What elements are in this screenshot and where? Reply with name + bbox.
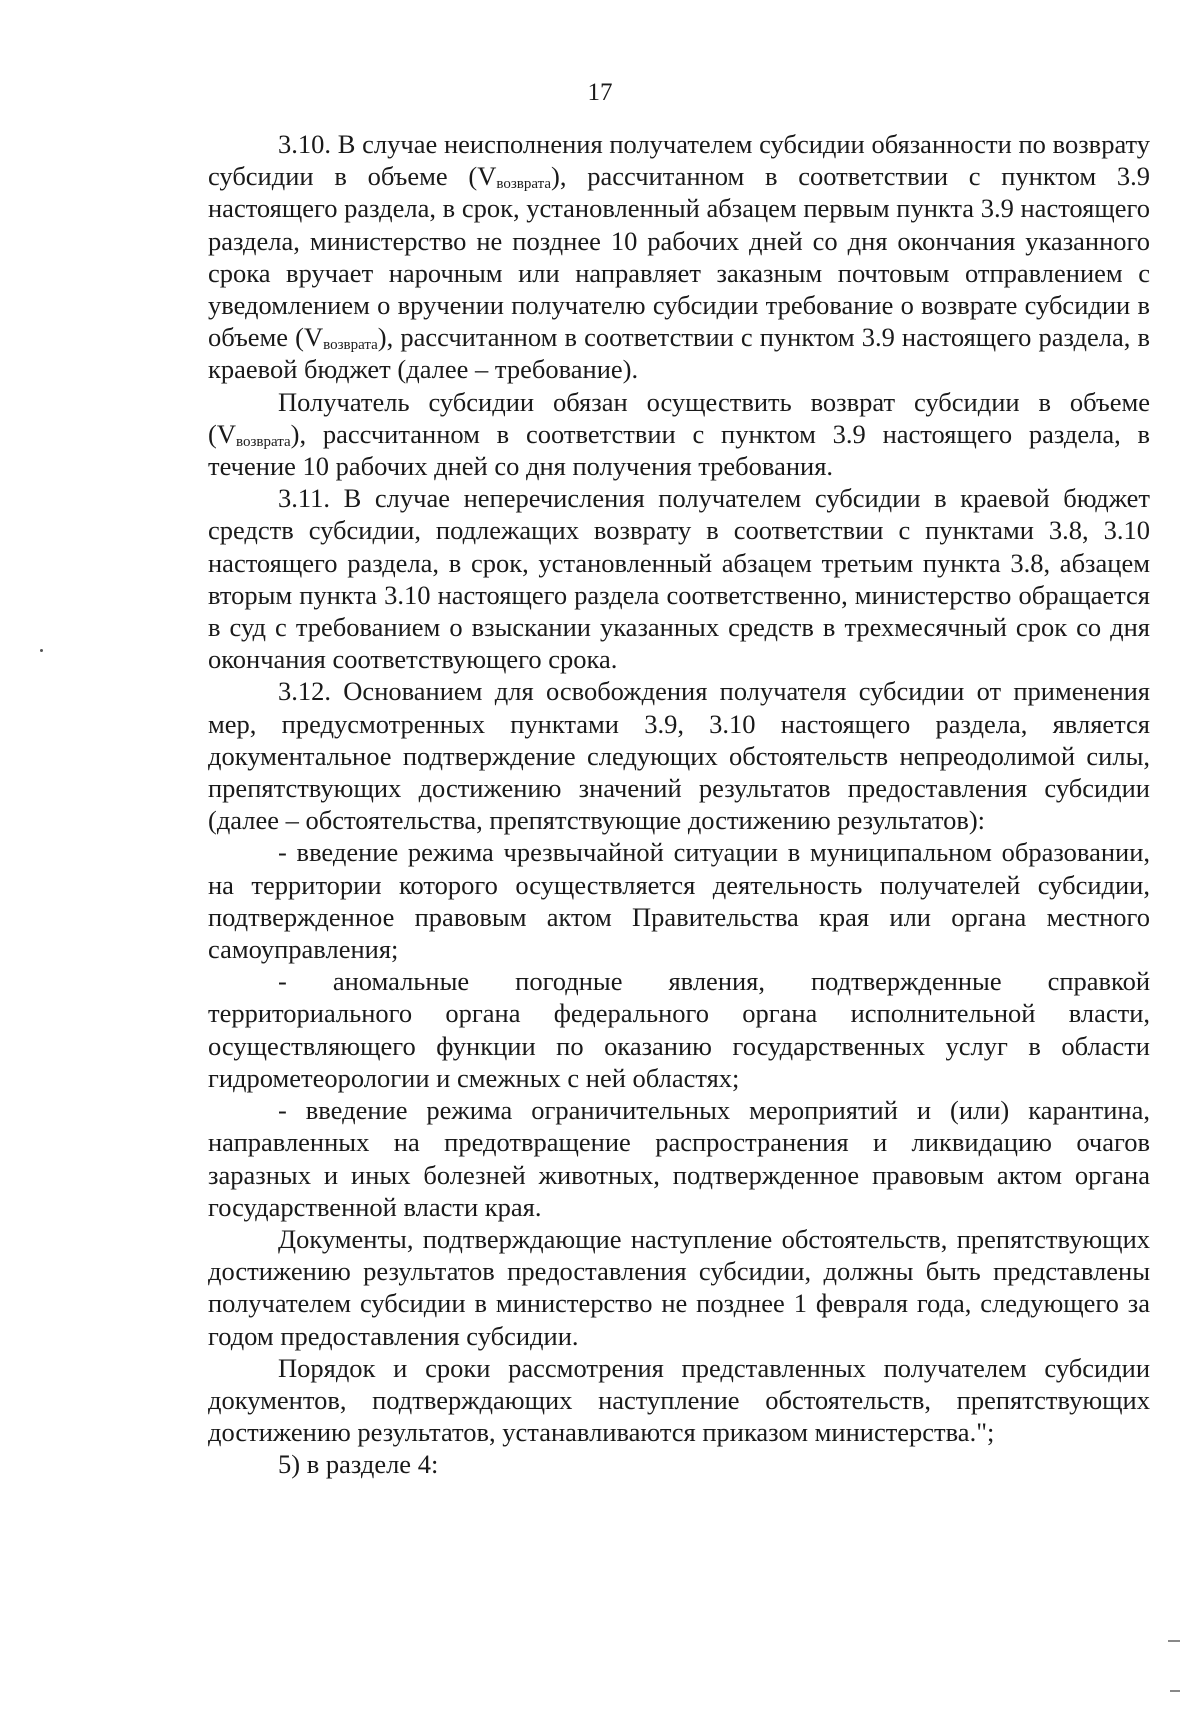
paragraph-3-12: 3.12. Основанием для освобождения получателя субсидии от применения мер, предусмотренных пунктами 3.9, 3.10 настоящего раздела, является документальное подтверждение следующих обстоятельств непреодолимой силы, препятствующих достижению значений результатов предоставления субсидии (далее – обстоятельства, препятствующие достижению результатов): xyxy=(208,676,1150,836)
paragraph-refund-tail: ), рассчитанном в соответствии с пунктом 3.9 настоящего раздела, в течение 10 рабочих дней со дня получения требования. xyxy=(208,418,1150,482)
scan-edge-mark xyxy=(1170,1690,1180,1692)
paragraph-refund-obligation xyxy=(208,386,1150,483)
paragraph-procedure: Порядок и сроки рассмотрения представленных получателем субсидии документов, подтверждающих наступление обстоятельств, препятствующих достижению результатов, устанавливаются приказом министерства."; xyxy=(208,1352,1150,1448)
volume-subscript: возврата xyxy=(235,433,291,450)
paragraph-refund-lead: Получатель субсидии обязан осуществить возврат субсидии в объеме (V xyxy=(208,386,1150,449)
page-number: 17 xyxy=(587,79,613,106)
list-item-weather: - аномальные погодные явления, подтвержденные справкой территориального органа федерального органа исполнительной власти, осуществляющего функции по оказанию государственных услуг в области гидрометеорологии и смежных с ней областях; xyxy=(208,966,1150,1093)
scan-edge-mark xyxy=(1168,1640,1180,1642)
document-body xyxy=(208,128,1150,1481)
paragraph-3-10 xyxy=(208,128,1150,386)
paragraph-3-10-lead: 3.10. В случае неисполнения получателем субсидии обязанности по возврату субсидии в объеме (V xyxy=(208,129,1150,192)
paragraph-documents: Документы, подтверждающие наступление обстоятельств, препятствующих достижению результатов предоставления субсидии, должны быть представлены получателем субсидии в министерство не позднее 1 февраля года, следующего за годом предоставления субсидии. xyxy=(208,1223,1150,1351)
paragraph-section-4: 5) в разделе 4: xyxy=(278,1449,439,1480)
paragraph-3-11: 3.11. В случае неперечисления получателем субсидии в краевой бюджет средств субсидии, подлежащих возврату в соответствии с пунктами 3.8, 3.10 настоящего раздела, в срок, установленный абзацем третьим пункта 3.8, абзацем вторым пункта 3.10 настоящего раздела соответственно, министерство обращается в суд с требованием о взыскании указанных средств в трехмесячный срок со дня окончания соответствующего срока. xyxy=(208,483,1150,675)
list-item-emergency: - введение режима чрезвычайной ситуации в муниципальном образовании, на территории которого осуществляется деятельность получателей субсидии, подтвержденное правовым актом Правительства края или органа местного самоуправления; xyxy=(208,837,1150,965)
paragraph-3-10-mid: ), рассчитанном в соответствии с пунктом 3.9 настоящего раздела, в срок, установленный абзацем первым пункта 3.9 настоящего раздела, министерство не позднее 10 рабочих дней со дня окончания указанного срока вручает нарочным или направляет заказным почтовым отправлением с уведомлением о вручении получателю субсидии требование о возврате субсидии в объеме (V xyxy=(208,161,1150,353)
volume-subscript: возврата xyxy=(496,176,552,193)
paragraph-3-10-tail: ), рассчитанном в соответствии с пунктом 3.9 настоящего раздела, в краевой бюджет (далее – требование). xyxy=(208,322,1150,385)
volume-subscript: возврата xyxy=(323,337,378,354)
scan-speck xyxy=(40,649,43,652)
list-item-quarantine: - введение режима ограничительных мероприятий и (или) карантина, направленных на предотвращение распространения и ликвидацию очагов заразных и иных болезней животных, подтвержденное правовым актом органа государственной власти края. xyxy=(208,1095,1150,1222)
